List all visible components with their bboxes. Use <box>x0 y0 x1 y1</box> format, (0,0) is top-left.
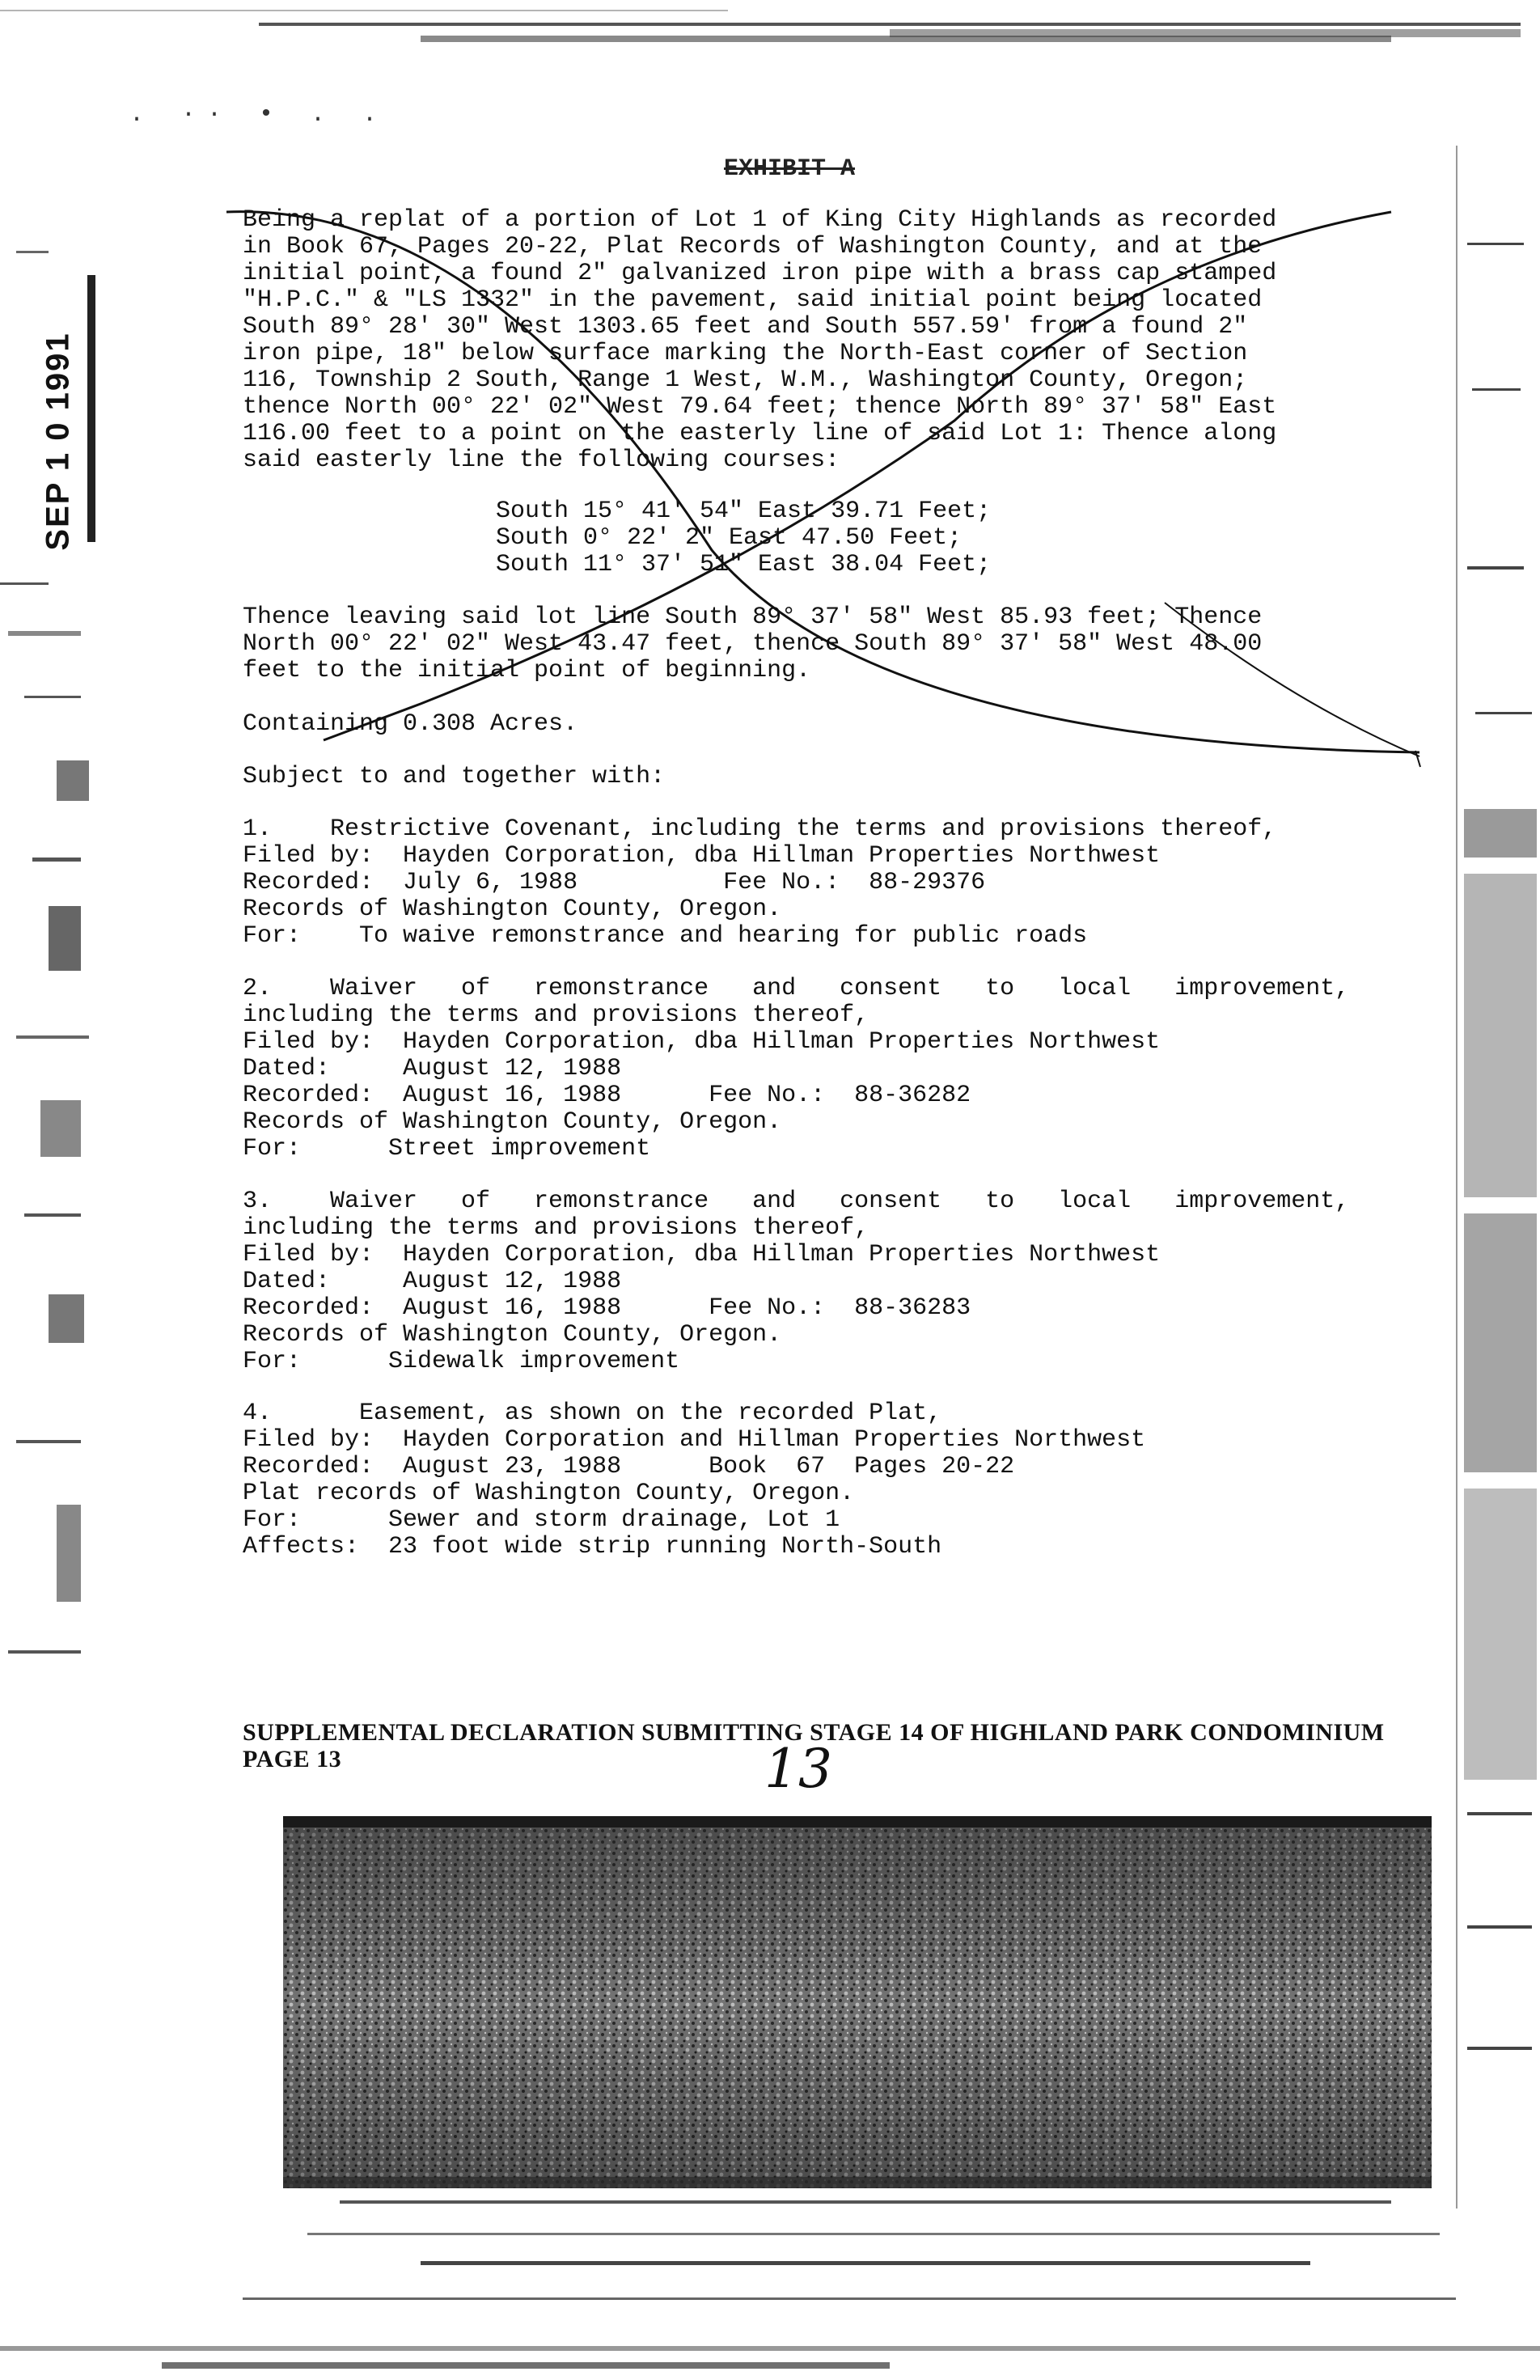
exception-item-line: Filed by: Hayden Corporation, dba Hillman Properties Northwest <box>243 1241 1161 1268</box>
received-date-stamp: SEP 1 0 1991 <box>40 331 76 551</box>
closing-line: Thence leaving said lot line South 89° 37' 58" West 85.93 feet; Thence <box>243 603 1263 631</box>
footer-page: PAGE 13 <box>243 1746 342 1772</box>
exception-item-line: Plat records of Washington County, Oregon. <box>243 1480 855 1507</box>
scanned-image-area <box>283 1816 1432 2188</box>
scan-top-border <box>0 0 1540 65</box>
description-line: Being a replat of a portion of Lot 1 of King City Highlands as recorded <box>243 206 1277 234</box>
exception-item-line: Recorded: August 23, 1988 Book 67 Pages 20-22 <box>243 1453 1015 1480</box>
description-line: "H.P.C." & "LS 1332" in the pavement, said initial point being located <box>243 286 1263 314</box>
closing-line: North 00° 22' 02" West 43.47 feet, thence South 89° 37' 58" West 48.00 <box>243 630 1263 658</box>
exception-item-line: 1. Restrictive Covenant, including the terms and provisions thereof, <box>243 815 1277 843</box>
right-margin-noise <box>1456 146 1540 2208</box>
exception-item-line: Dated: August 12, 1988 <box>243 1268 622 1295</box>
description-line: iron pipe, 18" below surface marking the North-East corner of Section <box>243 340 1248 367</box>
exhibit-heading: EXHIBIT A <box>724 155 856 183</box>
description-line: 116.00 feet to a point on the easterly line of said Lot 1: Thence along <box>243 420 1277 447</box>
description-line: thence North 00° 22' 02" West 79.64 feet; thence North 89° 37' 58" East <box>243 393 1277 421</box>
exception-item-line: 2. Waiver of remonstrance and consent to local improvement, <box>243 975 1350 1002</box>
scan-specks: . ·· • . . <box>129 101 389 129</box>
exception-item-line: Filed by: Hayden Corporation, dba Hillman Properties Northwest <box>243 1028 1161 1056</box>
description-line: in Book 67, Pages 20-22, Plat Records of Washington County, and at the <box>243 233 1263 260</box>
exception-item-line: Filed by: Hayden Corporation and Hillman Properties Northwest <box>243 1426 1146 1454</box>
description-line: said easterly line the following courses: <box>243 447 840 474</box>
handwritten-page-number: 13 <box>764 1738 832 1800</box>
exception-item-line: including the terms and provisions thereof, <box>243 1214 869 1242</box>
exception-item-line: including the terms and provisions thereof, <box>243 1002 869 1029</box>
exception-item-line: For: Sidewalk improvement <box>243 1348 680 1375</box>
exception-item-line: Dated: August 12, 1988 <box>243 1055 622 1082</box>
subject-to-heading: Subject to and together with: <box>243 763 666 790</box>
exception-item-line: Recorded: August 16, 1988 Fee No.: 88-36283 <box>243 1294 971 1322</box>
course-line: South 11° 37' 51" East 38.04 Feet; <box>496 551 992 578</box>
exception-item-line: Records of Washington County, Oregon. <box>243 896 782 923</box>
course-line: South 15° 41' 54" East 39.71 Feet; <box>496 498 992 525</box>
exception-item-line: Filed by: Hayden Corporation, dba Hillman Properties Northwest <box>243 842 1161 870</box>
footer-title: SUPPLEMENTAL DECLARATION SUBMITTING STAGE 14 OF HIGHLAND PARK CONDOMINIUM <box>243 1719 1385 1746</box>
description-line: 116, Township 2 South, Range 1 West, W.M., Washington County, Oregon; <box>243 366 1248 394</box>
exception-item-line: For: Sewer and storm drainage, Lot 1 <box>243 1506 840 1534</box>
bottom-scan-noise <box>0 2184 1540 2380</box>
description-line: South 89° 28' 30" West 1303.65 feet and South 557.59' from a found 2" <box>243 313 1248 341</box>
closing-line: feet to the initial point of beginning. <box>243 657 811 684</box>
exception-item-line: Recorded: August 16, 1988 Fee No.: 88-36282 <box>243 1082 971 1109</box>
description-line: initial point, a found 2" galvanized iron pipe with a brass cap stamped <box>243 260 1277 287</box>
exception-item-line: For: To waive remonstrance and hearing for public roads <box>243 922 1088 950</box>
containing-acres: Containing 0.308 Acres. <box>243 710 578 738</box>
exception-item-line: 4. Easement, as shown on the recorded Plat, <box>243 1400 942 1427</box>
exception-item-line: Recorded: July 6, 1988 Fee No.: 88-29376 <box>243 869 986 896</box>
exception-item-line: Records of Washington County, Oregon. <box>243 1108 782 1136</box>
exception-item-line: 3. Waiver of remonstrance and consent to local improvement, <box>243 1188 1350 1215</box>
course-line: South 0° 22' 2" East 47.50 Feet; <box>496 524 962 552</box>
exception-item-line: Affects: 23 foot wide strip running North-South <box>243 1533 942 1561</box>
exception-item-line: Records of Washington County, Oregon. <box>243 1321 782 1349</box>
exception-item-line: For: Street improvement <box>243 1135 651 1162</box>
